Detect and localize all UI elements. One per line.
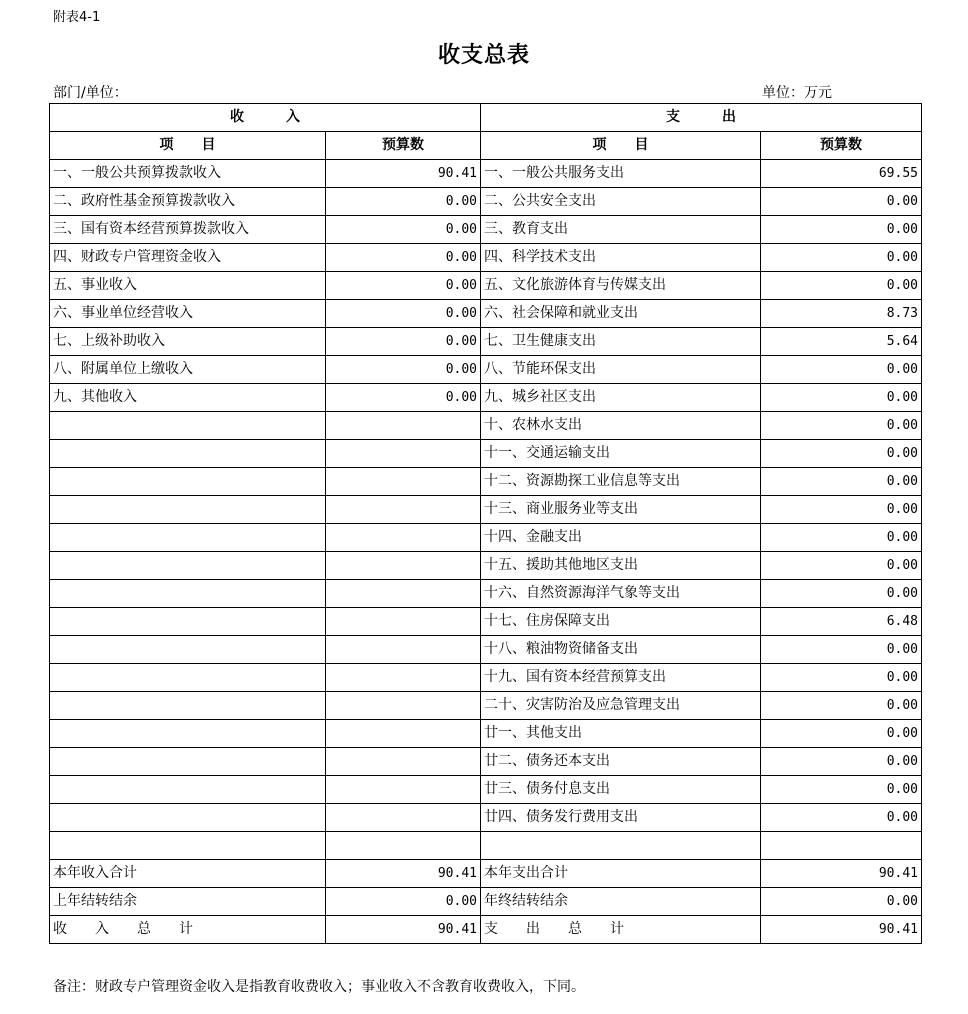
income-budget-value bbox=[326, 580, 481, 608]
expense-item-name: 四、科学技术支出 bbox=[481, 244, 761, 272]
expense-budget-value: 0.00 bbox=[761, 804, 922, 832]
expense-item-name: 十一、交通运输支出 bbox=[481, 440, 761, 468]
expense-item-name: 二十、灾害防治及应急管理支出 bbox=[481, 692, 761, 720]
income-budget-value: 90.41 bbox=[326, 860, 481, 888]
expense-budget-value: 90.41 bbox=[761, 860, 922, 888]
income-item-name: 二、政府性基金预算拨款收入 bbox=[50, 188, 326, 216]
table-row bbox=[50, 300, 922, 328]
expense-budget-value: 0.00 bbox=[761, 272, 922, 300]
expense-item-name: 廿一、其他支出 bbox=[481, 720, 761, 748]
column-header-row bbox=[50, 132, 922, 160]
income-budget-value: 0.00 bbox=[326, 188, 481, 216]
table-row bbox=[50, 244, 922, 272]
expense-budget-value: 0.00 bbox=[761, 412, 922, 440]
expense-item-name: 支 出 总 计 bbox=[481, 916, 761, 944]
section-header-row bbox=[50, 104, 922, 132]
table-row bbox=[50, 608, 922, 636]
table-row bbox=[50, 692, 922, 720]
department-label: 部门/单位： bbox=[53, 85, 128, 101]
income-budget-value: 0.00 bbox=[326, 328, 481, 356]
income-budget-value: 90.41 bbox=[326, 160, 481, 188]
income-budget-value: 0.00 bbox=[326, 888, 481, 916]
income-item-name bbox=[50, 412, 326, 440]
income-budget-value bbox=[326, 524, 481, 552]
income-budget-value bbox=[326, 664, 481, 692]
income-item-name bbox=[50, 468, 326, 496]
footnote: 备注：财政专户管理资金收入是指教育收费收入；事业收入不含教育收费收入，下同。 bbox=[53, 979, 585, 995]
income-budget-value bbox=[326, 832, 481, 860]
income-budget-value bbox=[326, 636, 481, 664]
expense-budget-value: 0.00 bbox=[761, 580, 922, 608]
expense-budget-value: 0.00 bbox=[761, 720, 922, 748]
table-row bbox=[50, 776, 922, 804]
income-item-name bbox=[50, 776, 326, 804]
expense-item-name: 六、社会保障和就业支出 bbox=[481, 300, 761, 328]
income-item-header: 项 目 bbox=[50, 132, 326, 160]
table-row bbox=[50, 636, 922, 664]
expense-budget-value: 0.00 bbox=[761, 216, 922, 244]
expense-budget-value: 0.00 bbox=[761, 552, 922, 580]
expense-budget-value: 0.00 bbox=[761, 748, 922, 776]
table-row bbox=[50, 468, 922, 496]
income-item-name: 上年结转结余 bbox=[50, 888, 326, 916]
income-item-name bbox=[50, 580, 326, 608]
expense-budget-value: 0.00 bbox=[761, 384, 922, 412]
income-item-name bbox=[50, 524, 326, 552]
table-row bbox=[50, 496, 922, 524]
expense-item-name: 廿四、债务发行费用支出 bbox=[481, 804, 761, 832]
table-row bbox=[50, 356, 922, 384]
income-item-name: 三、国有资本经营预算拨款收入 bbox=[50, 216, 326, 244]
income-item-name: 五、事业收入 bbox=[50, 272, 326, 300]
budget-summary-table bbox=[49, 103, 922, 944]
income-budget-value: 0.00 bbox=[326, 300, 481, 328]
expense-item-name: 十六、自然资源海洋气象等支出 bbox=[481, 580, 761, 608]
income-item-name: 四、财政专户管理资金收入 bbox=[50, 244, 326, 272]
expense-item-name: 十三、商业服务业等支出 bbox=[481, 496, 761, 524]
income-budget-value bbox=[326, 748, 481, 776]
expense-budget-value: 0.00 bbox=[761, 468, 922, 496]
expense-budget-value: 5.64 bbox=[761, 328, 922, 356]
expense-item-name: 五、文化旅游体育与传媒支出 bbox=[481, 272, 761, 300]
income-item-name bbox=[50, 748, 326, 776]
income-item-name bbox=[50, 608, 326, 636]
expense-item-name: 廿三、债务付息支出 bbox=[481, 776, 761, 804]
table-number-label: 附表4-1 bbox=[53, 10, 101, 25]
expense-item-name: 七、卫生健康支出 bbox=[481, 328, 761, 356]
income-item-name bbox=[50, 804, 326, 832]
expense-budget-value: 0.00 bbox=[761, 440, 922, 468]
expense-item-name: 一、一般公共服务支出 bbox=[481, 160, 761, 188]
expense-item-name bbox=[481, 832, 761, 860]
expense-budget-value: 8.73 bbox=[761, 300, 922, 328]
income-item-name: 六、事业单位经营收入 bbox=[50, 300, 326, 328]
table-row bbox=[50, 860, 922, 888]
expense-item-name: 八、节能环保支出 bbox=[481, 356, 761, 384]
income-item-name bbox=[50, 496, 326, 524]
expense-item-name: 廿二、债务还本支出 bbox=[481, 748, 761, 776]
table-row bbox=[50, 188, 922, 216]
expense-budget-value: 69.55 bbox=[761, 160, 922, 188]
expense-item-name: 九、城乡社区支出 bbox=[481, 384, 761, 412]
expense-item-name: 三、教育支出 bbox=[481, 216, 761, 244]
expense-budget-value: 6.48 bbox=[761, 608, 922, 636]
table-row bbox=[50, 160, 922, 188]
expense-item-name: 十七、住房保障支出 bbox=[481, 608, 761, 636]
table-row bbox=[50, 748, 922, 776]
unit-label: 单位：万元 bbox=[762, 85, 832, 101]
income-item-name bbox=[50, 552, 326, 580]
expense-budget-value: 0.00 bbox=[761, 692, 922, 720]
income-budget-value: 0.00 bbox=[326, 244, 481, 272]
income-budget-value bbox=[326, 776, 481, 804]
table-row bbox=[50, 664, 922, 692]
income-budget-value: 90.41 bbox=[326, 916, 481, 944]
table-row bbox=[50, 720, 922, 748]
income-budget-header: 预算数 bbox=[326, 132, 481, 160]
expense-budget-value: 0.00 bbox=[761, 888, 922, 916]
expense-budget-header: 预算数 bbox=[761, 132, 922, 160]
expense-budget-value: 0.00 bbox=[761, 636, 922, 664]
expense-budget-value: 0.00 bbox=[761, 524, 922, 552]
income-item-name: 八、附属单位上缴收入 bbox=[50, 356, 326, 384]
income-item-name bbox=[50, 720, 326, 748]
income-budget-value bbox=[326, 720, 481, 748]
expense-item-name: 二、公共安全支出 bbox=[481, 188, 761, 216]
income-item-name: 本年收入合计 bbox=[50, 860, 326, 888]
income-budget-value bbox=[326, 496, 481, 524]
income-budget-value bbox=[326, 440, 481, 468]
expense-item-name: 十九、国有资本经营预算支出 bbox=[481, 664, 761, 692]
income-item-name: 七、上级补助收入 bbox=[50, 328, 326, 356]
expense-budget-value: 0.00 bbox=[761, 776, 922, 804]
income-budget-value: 0.00 bbox=[326, 216, 481, 244]
table-row bbox=[50, 524, 922, 552]
income-item-name bbox=[50, 440, 326, 468]
expense-item-name: 年终结转结余 bbox=[481, 888, 761, 916]
expense-budget-value: 0.00 bbox=[761, 356, 922, 384]
table-row bbox=[50, 552, 922, 580]
table-row bbox=[50, 580, 922, 608]
income-budget-value: 0.00 bbox=[326, 272, 481, 300]
income-item-name bbox=[50, 832, 326, 860]
expense-item-name: 十八、粮油物资储备支出 bbox=[481, 636, 761, 664]
income-budget-value: 0.00 bbox=[326, 384, 481, 412]
expense-item-name: 十二、资源勘探工业信息等支出 bbox=[481, 468, 761, 496]
expense-budget-value bbox=[761, 832, 922, 860]
expense-budget-value: 90.41 bbox=[761, 916, 922, 944]
income-item-name: 收 入 总 计 bbox=[50, 916, 326, 944]
table-row bbox=[50, 804, 922, 832]
table-row bbox=[50, 328, 922, 356]
expense-item-name: 本年支出合计 bbox=[481, 860, 761, 888]
page-title: 收支总表 bbox=[437, 42, 530, 68]
income-item-name: 一、一般公共预算拨款收入 bbox=[50, 160, 326, 188]
expense-budget-value: 0.00 bbox=[761, 244, 922, 272]
table-row bbox=[50, 440, 922, 468]
income-budget-value bbox=[326, 412, 481, 440]
table-row bbox=[50, 272, 922, 300]
expense-item-name: 十、农林水支出 bbox=[481, 412, 761, 440]
table-row bbox=[50, 832, 922, 860]
expense-budget-value: 0.00 bbox=[761, 188, 922, 216]
income-budget-value bbox=[326, 608, 481, 636]
income-budget-value bbox=[326, 692, 481, 720]
income-budget-value bbox=[326, 552, 481, 580]
expense-item-name: 十四、金融支出 bbox=[481, 524, 761, 552]
income-budget-value: 0.00 bbox=[326, 356, 481, 384]
expense-section-header: 支 出 bbox=[481, 104, 922, 132]
income-budget-value bbox=[326, 468, 481, 496]
income-item-name bbox=[50, 664, 326, 692]
table-row bbox=[50, 384, 922, 412]
table-row bbox=[50, 888, 922, 916]
expense-budget-value: 0.00 bbox=[761, 496, 922, 524]
income-section-header: 收 入 bbox=[50, 104, 481, 132]
expense-item-header: 项 目 bbox=[481, 132, 761, 160]
income-item-name bbox=[50, 636, 326, 664]
income-item-name: 九、其他收入 bbox=[50, 384, 326, 412]
table-row bbox=[50, 916, 922, 944]
income-budget-value bbox=[326, 804, 481, 832]
income-item-name bbox=[50, 692, 326, 720]
expense-item-name: 十五、援助其他地区支出 bbox=[481, 552, 761, 580]
table-row bbox=[50, 412, 922, 440]
expense-budget-value: 0.00 bbox=[761, 664, 922, 692]
table-row bbox=[50, 216, 922, 244]
